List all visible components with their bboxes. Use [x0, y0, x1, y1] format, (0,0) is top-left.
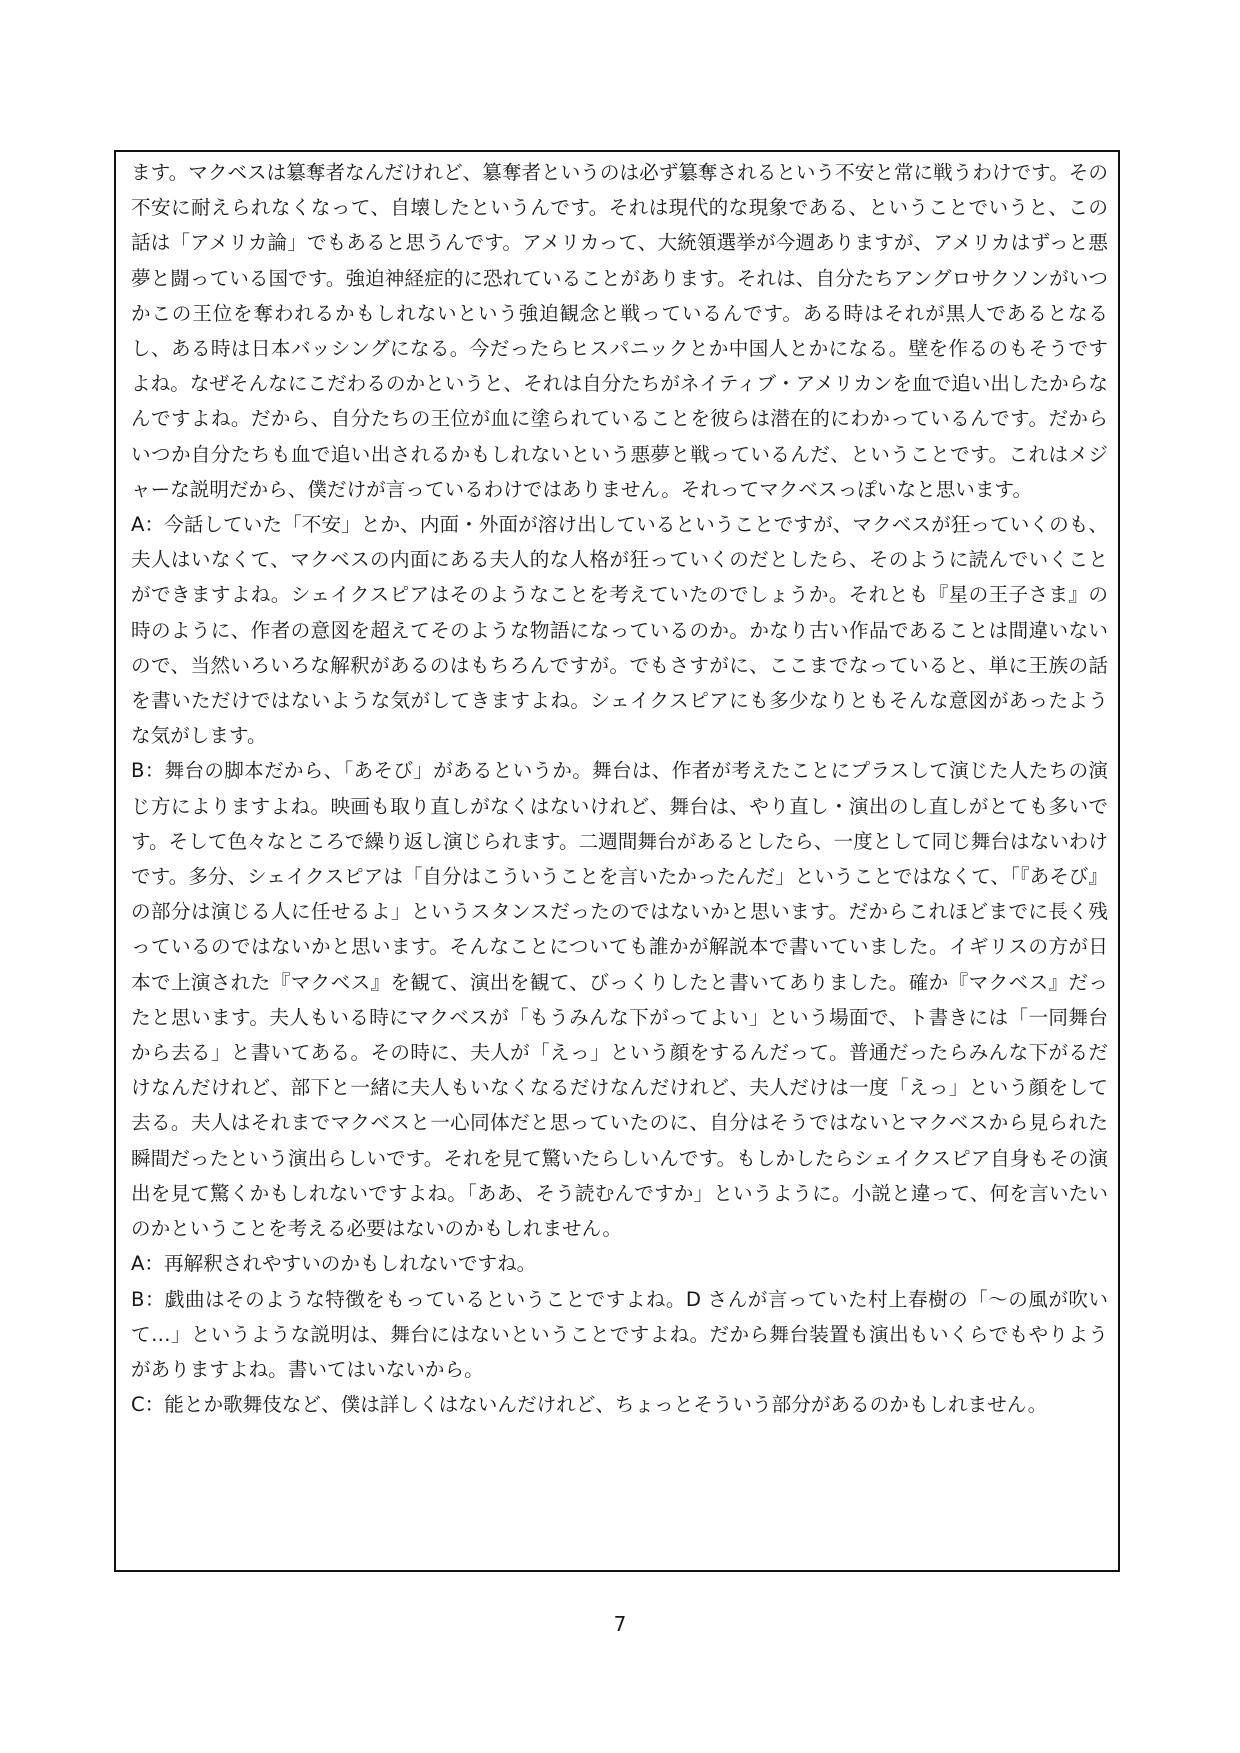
- text-frame: [114, 150, 1120, 1572]
- paragraph-speaker-a-anxiety: A：今話していた「不安」とか、内面・外面が溶け出しているということですが、マクベスが狂っていくのも、夫人はいなくて、マクベスの内面にある夫人的な人格が狂っていくのだとしたら、そのように読んでいくことができますよね。シェイクスピアはそのようなことを考えていたのでしょうか。それとも『星の王子さま』の時のように、作者の意図を超えてそのような物語になっているのか。かなり古い作品であることは間違いないので、当然いろいろな解釈があるのはもちろんですが。でもさすがに、ここまでなっていると、単に王族の話を書いただけではないような気がしてきますよね。シェイクスピアにも多少なりともそんな意図があったような気がします。: [131, 513, 1108, 748]
- paragraph-speaker-b-drama: B：戯曲はそのような特徴をもっているということですよね。D さんが言っていた村上春樹の「〜の風が吹いて…」というような説明は、舞台にはないということですよね。だから舞台装置も演出もいくらでもやりようがありますよね。書いてはいないから。: [131, 1287, 1108, 1381]
- page-number: 7: [613, 1612, 627, 1636]
- paragraph-speaker-c-noh-kabuki: C：能とか歌舞伎など、僕は詳しくはないんだけれど、ちょっとそういう部分があるのかもしれません。: [131, 1393, 1048, 1417]
- paragraph-macbeth-usurper: ます。マクベスは簒奪者なんだけれど、簒奪者というのは必ず簒奪されるという不安と常に戦うわけです。その不安に耐えられなくなって、自壊したというんです。それは現代的な現象である、ということでいうと、この話は「アメリカ論」でもあると思うんです。アメリカって、大統領選挙が今週ありますが、アメリカはずっと悪夢と闘っている国です。強迫神経症的に恐れていることがあります。それは、自分たちアングロサクソンがいつかこの王位を奪われるかもしれないという強迫観念と戦っているんです。ある時はそれが黒人であるとなるし、ある時は日本バッシングになる。今だったらヒスパニックとか中国人とかになる。壁を作るのもそうですよね。なぜそんなにこだわるのかというと、それは自分たちがネイティブ・アメリカンを血で追い出したからなんですよね。だから、自分たちの王位が血に塗られていることを彼らは潜在的にわかっているんです。だからいつか自分たちも血で追い出されるかもしれないという悪夢と戦っているんだ、ということです。これはメジャーな説明だから、僕だけが言っているわけではありません。それってマクベスっぽいなと思います。: [131, 161, 1108, 501]
- paragraph-speaker-b-stage: B：舞台の脚本だから、「あそび」があるというか。舞台は、作者が考えたことにプラスして演じた人たちの演じ方によりますよね。映画も取り直しがなくはないけれど、舞台は、やり直し・演出のし直しがとても多いです。そして色々なところで繰り返し演じられます。二週間舞台があるとしたら、一度として同じ舞台はないわけです。多分、シェイクスピアは「自分はこういうことを言いたかったんだ」ということではなくて、「『あそび』の部分は演じる人に任せるよ」というスタンスだったのではないかと思います。だからこれほどまでに長く残っているのではないかと思います。そんなことについても誰かが解説本で書いていました。イギリスの方が日本で上演された『マクベス』を観て、演出を観て、びっくりしたと書いてありました。確か『マクベス』だったと思います。夫人もいる時にマクベスが「もうみんな下がってよい」という場面で、ト書きには「一同舞台から去る」と書いてある。その時に、夫人が「えっ」という顔をするんだって。普通だったらみんな下がるだけなんだけれど、部下と一緒に夫人もいなくなるだけなんだけれど、夫人だけは一度「えっ」という顔をして去る。夫人はそれまでマクベスと一心同体だと思っていたのに、自分はそうではないとマクベスから見られた瞬間だったという演出らしいです。それを見て驚いたらしいんです。もしかしたらシェイクスピア自身もその演出を見て驚くかもしれないですよね。「ああ、そう読むんですか」というように。小説と違って、何を言いたいのかということを考える必要はないのかもしれません。: [131, 759, 1108, 1241]
- paragraph-speaker-a-reinterpretation: A：再解釈されやすいのかもしれないですね。: [131, 1252, 537, 1276]
